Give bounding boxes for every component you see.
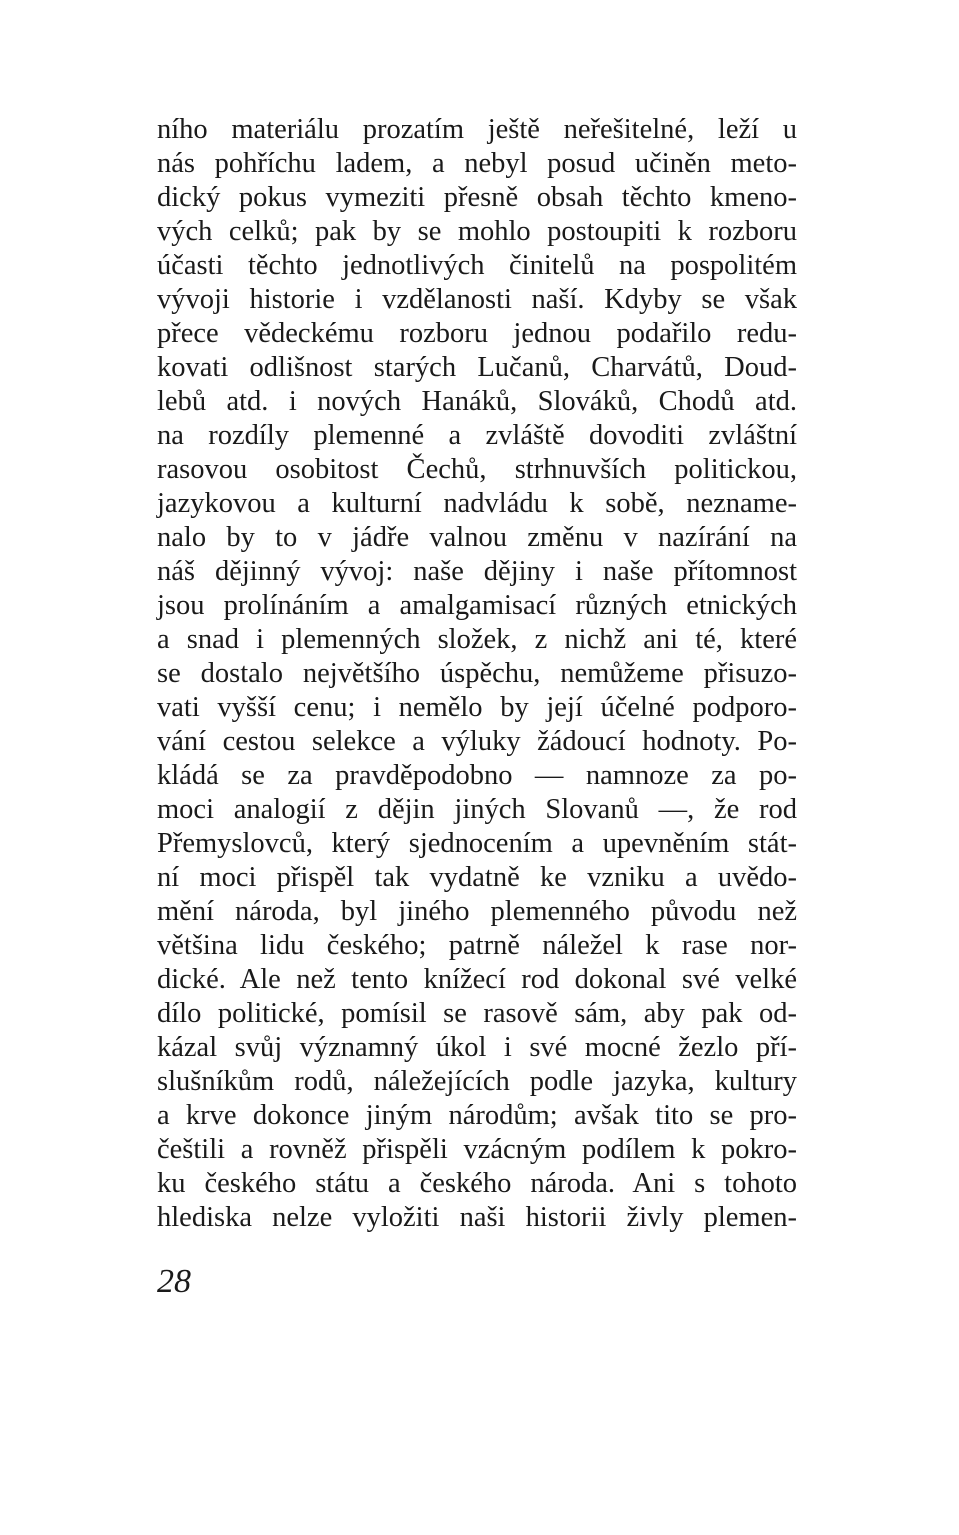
text-line: kládá se za pravděpodobno — namnoze za po- — [157, 760, 797, 791]
text-line: slušníkům rodů, náležejících podle jazyka, kultury — [157, 1066, 797, 1097]
text-line: náš dějinný vývoj: naše dějiny i naše přítomnost — [157, 556, 797, 587]
text-line: přece vědeckému rozboru jednou podařilo redu- — [157, 318, 797, 349]
text-line: lebů atd. i nových Hanáků, Slováků, Chodů atd. — [157, 386, 797, 417]
text-line: rasovou osobitost Čechů, strhnuvších politickou, — [157, 454, 797, 485]
page-number: 28 — [157, 1263, 191, 1300]
text-line: kovati odlišnost starých Lučanů, Charvátů, Doud- — [157, 352, 797, 383]
text-line: dické. Ale než tento knížecí rod dokonal své velké — [157, 964, 797, 995]
text-line: nalo by to v jádře valnou změnu v nazírání na — [157, 522, 797, 553]
text-line: ního materiálu prozatím ještě neřešitelné, leží u — [157, 114, 797, 145]
text-line: a snad i plemenných složek, z nichž ani té, které — [157, 624, 797, 655]
text-line: nás pohříchu ladem, a nebyl posud učiněn meto- — [157, 148, 797, 179]
text-line: Přemyslovců, který sjednocením a upevněním stát- — [157, 828, 797, 859]
text-line: se dostalo největšího úspěchu, nemůžeme přisuzo- — [157, 658, 797, 689]
body-text — [157, 113, 797, 1235]
text-line: dický pokus vymeziti přesně obsah těchto kmeno- — [157, 182, 797, 213]
text-line: ní moci přispěl tak vydatně ke vzniku a uvědo- — [157, 862, 797, 893]
text-line: mění národa, byl jiného plemenného původu než — [157, 896, 797, 927]
text-line: češtili a rovněž přispěli vzácným podílem k pokro- — [157, 1134, 797, 1165]
text-line: vání cestou selekce a výluky žádoucí hodnoty. Po- — [157, 726, 797, 757]
text-line: hlediska nelze vyložiti naši historii živly plemen- — [157, 1202, 797, 1233]
text-line: ku českého státu a českého národa. Ani s tohoto — [157, 1168, 797, 1199]
text-line: většina lidu českého; patrně náležel k rase nor- — [157, 930, 797, 961]
text-line: na rozdíly plemenné a zvláště dovoditi zvláštní — [157, 420, 797, 451]
text-line: kázal svůj významný úkol i své mocné žezlo pří- — [157, 1032, 797, 1063]
text-line: vých celků; pak by se mohlo postoupiti k rozboru — [157, 216, 797, 247]
text-line: vati vyšší cenu; i nemělo by její účelné podporo- — [157, 692, 797, 723]
text-line: jazykovou a kulturní nadvládu k sobě, neznamе- — [157, 488, 797, 519]
text-line: moci analogií z dějin jiných Slovanů —, že rod — [157, 794, 797, 825]
text-line: jsou prolínáním a amalgamisací různých etnických — [157, 590, 797, 621]
text-line: účasti těchto jednotlivých činitelů na pospolitém — [157, 250, 797, 281]
text-line: dílo politické, pomísil se rasově sám, aby pak od- — [157, 998, 797, 1029]
text-line: a krve dokonce jiným národům; avšak tito se pro- — [157, 1100, 797, 1131]
text-line: vývoji historie i vzdělanosti naší. Kdyby se však — [157, 284, 797, 315]
